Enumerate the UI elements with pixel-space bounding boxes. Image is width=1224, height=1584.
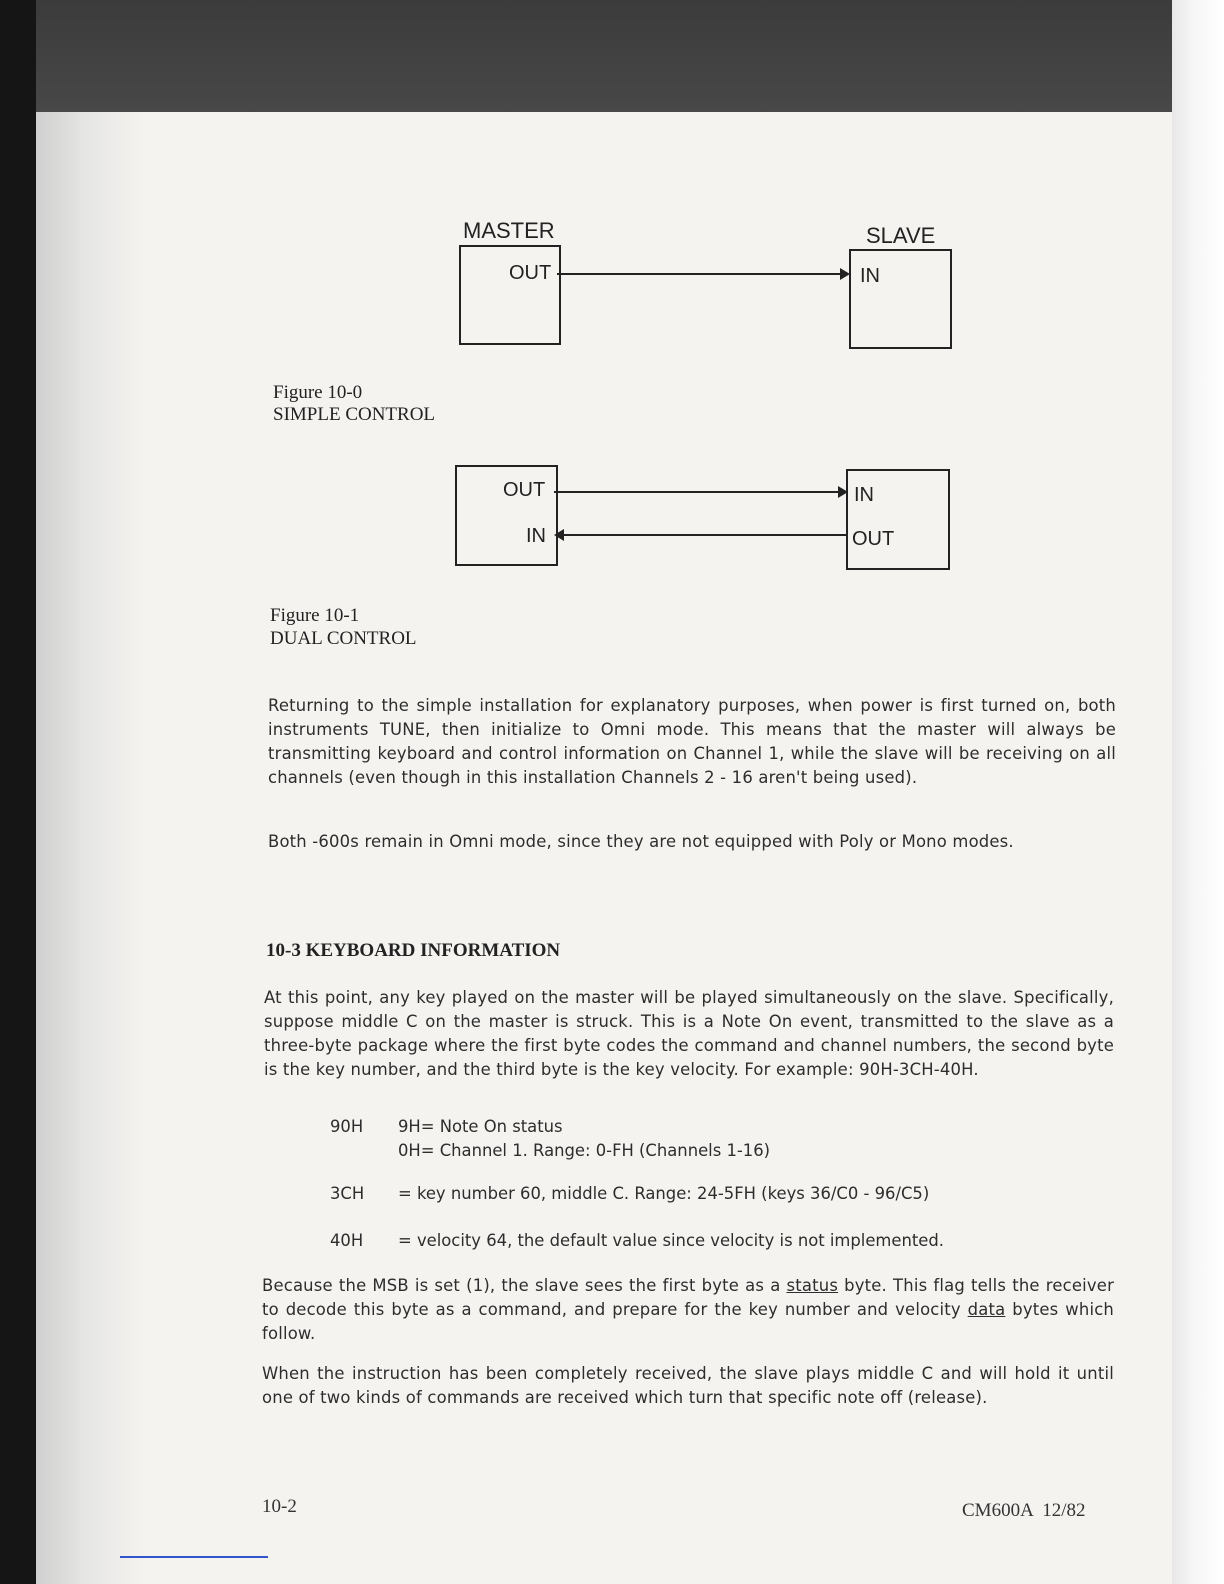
data-emphasis: data bbox=[967, 1300, 1006, 1319]
right-in-port: IN bbox=[854, 484, 874, 506]
in-from-out-line bbox=[564, 534, 846, 536]
byte-40h-desc: = velocity 64, the default value since velocity is not implemented. bbox=[398, 1231, 944, 1250]
page-number: 10-2 bbox=[262, 1496, 297, 1517]
left-out-port: OUT bbox=[503, 479, 546, 501]
paragraph-3: At this point, any key played on the master will be played simultaneously on the slave. Specifically, suppose middle C on the master is struck. This is a Note On event, transmitted to the slave as a three-byte package where the first byte codes the command and channel numbers, the second byte is the key number, and the third byte is the key velocity. For example: 90H-3CH-40H. bbox=[264, 988, 1114, 1079]
paragraph-4 bbox=[262, 1274, 1114, 1346]
master-box bbox=[459, 245, 561, 345]
page-binding-shadow bbox=[36, 112, 146, 1584]
scan-background-left bbox=[0, 0, 36, 1584]
paragraph-4-part-b: byte. This flag tells the receiver to decode this byte as a command, and prepare for the key number and velocity bbox=[262, 1276, 1115, 1319]
paragraph-1: Returning to the simple installation for explanatory purposes, when power is first turned on, both instruments TUNE, then initialize to Omni mode. This means that the master will always be transmitting keyboard and control information on Channel 1, while the slave will be receiving on all channels (even though in this installation Channels 2 - 16 aren't being used). bbox=[268, 696, 1116, 787]
arrowhead-left-icon bbox=[554, 529, 564, 541]
right-out-port: OUT bbox=[852, 528, 895, 550]
scan-background-top bbox=[0, 0, 1224, 130]
left-in-port: IN bbox=[526, 525, 546, 547]
slave-in-port: IN bbox=[860, 265, 880, 287]
document-id: CM600A 12/82 bbox=[962, 1500, 1086, 1521]
master-label: MASTER bbox=[463, 218, 555, 243]
byte-code-40h: 40H bbox=[330, 1231, 364, 1250]
paragraph-5: When the instruction has been completely received, the slave plays middle C and will hold it until one of two kinds of commands are received which turn that specific note off (release). bbox=[262, 1364, 1114, 1407]
paragraph-4-part-c: bytes which follow. bbox=[262, 1300, 1114, 1343]
arrowhead-right-icon bbox=[838, 486, 848, 498]
paragraph-4-part-a: Because the MSB is set (1), the slave sees the first byte as a bbox=[262, 1276, 787, 1295]
blue-underline-mark bbox=[120, 1556, 268, 1558]
master-out-port: OUT bbox=[509, 262, 552, 284]
byte-3ch-desc: = key number 60, middle C. Range: 24-5FH (keys 36/C0 - 96/C5) bbox=[398, 1184, 930, 1203]
figure-0-title: SIMPLE CONTROL bbox=[273, 404, 436, 425]
scan-background-right bbox=[1172, 0, 1224, 1584]
byte-code-90h: 90H bbox=[330, 1117, 364, 1136]
connection-line bbox=[557, 273, 841, 275]
byte-code-3ch: 3CH bbox=[330, 1184, 365, 1203]
status-emphasis: status bbox=[786, 1276, 839, 1295]
section-heading: 10-3 KEYBOARD INFORMATION bbox=[266, 940, 561, 961]
figure-1-title: DUAL CONTROL bbox=[270, 628, 417, 649]
slave-box bbox=[849, 249, 952, 349]
out-to-in-line bbox=[554, 491, 838, 493]
slave-label: SLAVE bbox=[866, 223, 936, 248]
paragraph-2: Both -600s remain in Omni mode, since they are not equipped with Poly or Mono modes. bbox=[268, 832, 1014, 851]
figure-0-number: Figure 10-0 bbox=[273, 382, 363, 403]
byte-90h-line1: 9H= Note On status bbox=[398, 1117, 563, 1136]
arrowhead-icon bbox=[840, 268, 850, 280]
figure-1-number: Figure 10-1 bbox=[270, 605, 360, 626]
byte-90h-line2: 0H= Channel 1. Range: 0-FH (Channels 1-16) bbox=[398, 1141, 771, 1160]
